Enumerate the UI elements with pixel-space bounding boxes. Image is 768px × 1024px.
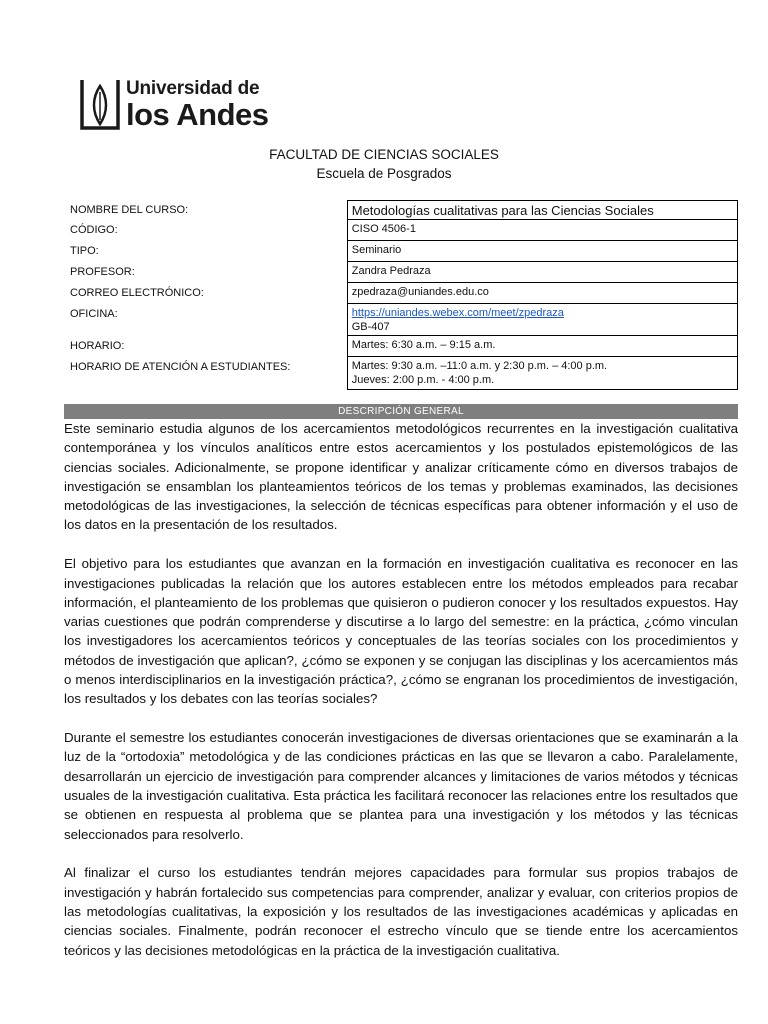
webex-link[interactable]: https://uniandes.webex.com/meet/zpedraza (351, 307, 564, 319)
info-row-professor (64, 262, 738, 283)
faculty-header (0, 145, 768, 183)
logo-line-1: Universidad de (126, 77, 260, 99)
info-row-schedule (64, 336, 738, 357)
info-row-email (64, 283, 738, 304)
code-value: CISO 4506-1 (347, 220, 738, 241)
professor-value: Zandra Pedraza (347, 262, 738, 283)
paragraph-2: El objetivo para los estudiantes que avanzan en la formación en investigación cualitativa es reconocer en las investigaciones publicadas la relación que los autores establecen entre los métodos empleados para recabar información, el planteamiento de los problemas que quisieron o pudieron conocer y los resultados expuestos. Hay varias cuestiones que podrán comprenderse y discutirse a lo largo del semestre: en la práctica, ¿cómo vinculan los investigadores los acercamientos teóricos y conceptuales de las teorías sociales con los procedimientos y métodos de investigación que aplican?, ¿cómo se exponen y se conjugan las disciplinas y los acercamientos más o menos interdisciplinarios en la investigación práctica?, ¿cómo se engranan los procedimientos de investigación, los resultados y los debates con las teorías sociales? (64, 556, 738, 707)
office-value (347, 304, 738, 336)
info-row-course-name (64, 200, 738, 220)
schedule-value: Martes: 6:30 a.m. – 9:15 a.m. (347, 336, 738, 357)
office-hours-thursday: Jueves: 2:00 p.m. - 4:00 p.m. (351, 374, 495, 386)
email-value: zpedraza@uniandes.edu.co (347, 283, 738, 304)
office-room: GB-407 (351, 321, 390, 333)
course-name-label: NOMBRE DEL CURSO: (70, 204, 189, 216)
professor-label: PROFESOR: (70, 266, 135, 278)
faculty-title: FACULTAD DE CIENCIAS SOCIALES (269, 147, 499, 162)
description-body (64, 419, 738, 979)
logo-line-2: los Andes (126, 96, 269, 132)
office-label: OFICINA: (70, 308, 118, 320)
office-hours-label: HORARIO DE ATENCIÓN A ESTUDIANTES: (70, 361, 291, 373)
university-emblem-icon (78, 76, 122, 132)
schedule-label: HORARIO: (70, 340, 125, 352)
office-hours-tuesday: Martes: 9:30 a.m. –11:0 a.m. y 2:30 p.m. – 4:00 p.m. (351, 360, 608, 372)
info-row-office-hours (64, 357, 738, 390)
paragraph-1: Este seminario estudia algunos de los acercamientos metodológicos recurrentes en la investigación cualitativa contemporánea y los vínculos analíticos entre estos acercamientos y los postulados epistemológicos de las ciencias sociales. Adicionalmente, se propone identificar y analizar críticamente cómo en diversos trabajos de investigación se ensamblan los planteamientos teóricos de los temas y problemas examinados, las decisiones metodológicas de las investigaciones, la selección de técnicas específicas para obtener información y el uso de los datos en la presentación de los resultados. (64, 421, 738, 533)
course-name-value: Metodologías cualitativas para las Ciencias Sociales (347, 200, 738, 220)
university-name (126, 79, 269, 130)
office-hours-value (347, 357, 738, 390)
school-title: Escuela de Posgrados (316, 166, 452, 181)
paragraph-4: Al finalizar el curso los estudiantes tendrán mejores capacidades para formular sus propios trabajos de investigación y habrán fortalecido sus competencias para comprender, analizar y evaluar, con criterios propios de las metodologías cualitativas, la exposición y los resultados de las investigaciones académicas y aplicadas en ciencias sociales. Finalmente, podrán reconocer el estrecho vínculo que se tiende entre los acercamientos teóricos y las decisiones metodológicas en la práctica de la investigación cualitativa. (64, 865, 738, 958)
info-row-code (64, 220, 738, 241)
type-label: TIPO: (70, 245, 99, 257)
info-row-office (64, 304, 738, 336)
type-value: Seminario (347, 241, 738, 262)
info-row-type (64, 241, 738, 262)
code-label: CÓDIGO: (70, 224, 118, 236)
university-logo (78, 76, 269, 132)
course-info-table (64, 200, 738, 390)
paragraph-3: Durante el semestre los estudiantes conocerán investigaciones de diversas orientaciones que se examinarán a la luz de la “ortodoxia” metodológica y de las condiciones prácticas en las que se llevaron a cabo. Paralelamente, desarrollarán un ejercicio de investigación para comprender alcances y limitaciones de varios métodos y técnicas usuales de la investigación cualitativa. Esta práctica les facilitará reconocer las relaciones entre los resultados que se obtienen en respuesta al problema que se plantea para una investigación y los métodos y las técnicas seleccionados para resolverlo. (64, 730, 738, 842)
section-header-descripcion: DESCRIPCIÓN GENERAL (64, 404, 738, 419)
email-label: CORREO ELECTRÓNICO: (70, 287, 204, 299)
